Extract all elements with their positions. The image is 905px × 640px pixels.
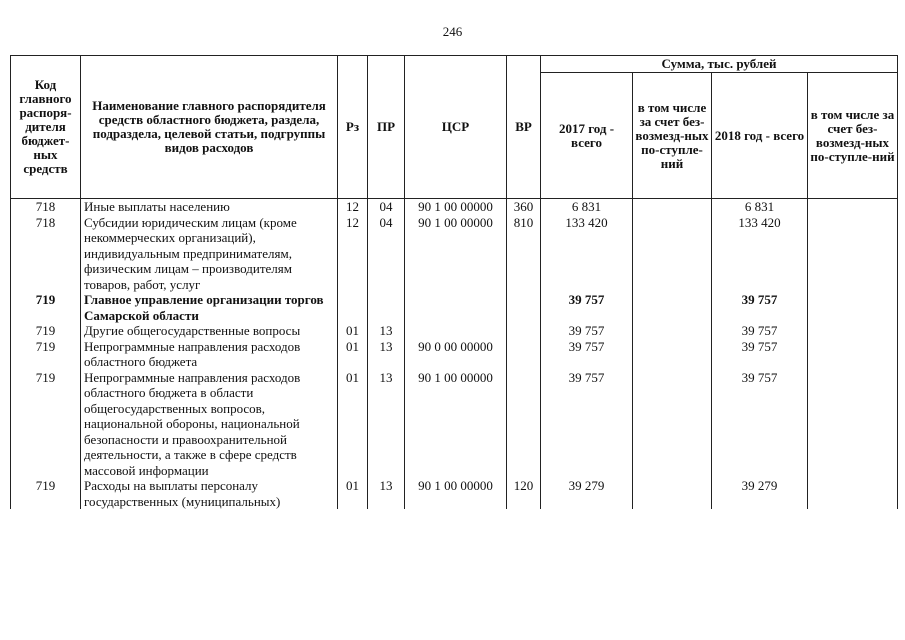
cell-incl1 <box>633 292 712 323</box>
cell-rz: 12 <box>338 199 368 215</box>
cell-name: Главное управление организации торгов Самарской области <box>81 292 338 323</box>
cell-y2017: 39 757 <box>541 370 633 479</box>
header-vr: ВР <box>507 56 541 199</box>
cell-vr: 810 <box>507 215 541 293</box>
cell-name: Непрограммные направления расходов областного бюджета в области общегосударственных вопросов, национальной обороны, национальной безопасности и правоохранительной деятельности, а также в сфере средств массовой информации <box>81 370 338 479</box>
cell-y2018: 39 757 <box>712 370 808 479</box>
cell-code: 719 <box>11 323 81 339</box>
cell-incl2 <box>808 199 898 215</box>
cell-name: Иные выплаты населению <box>81 199 338 215</box>
cell-incl2 <box>808 370 898 479</box>
cell-y2018: 6 831 <box>712 199 808 215</box>
cell-vr <box>507 323 541 339</box>
table-row <box>11 339 898 370</box>
cell-incl1 <box>633 199 712 215</box>
header-name: Наименование главного распорядителя средств областного бюджета, раздела, подраздела, целевой статьи, подгруппы видов расходов <box>81 56 338 199</box>
cell-incl2 <box>808 215 898 293</box>
cell-pr <box>368 292 405 323</box>
cell-code: 719 <box>11 478 81 509</box>
cell-y2017: 6 831 <box>541 199 633 215</box>
cell-vr: 120 <box>507 478 541 509</box>
cell-name: Расходы на выплаты персоналу государственных (муниципальных) <box>81 478 338 509</box>
cell-incl1 <box>633 339 712 370</box>
page-number: 246 <box>442 24 463 39</box>
cell-name: Непрограммные направления расходов областного бюджета <box>81 339 338 370</box>
cell-y2017: 39 757 <box>541 292 633 323</box>
header-2017-incl: в том числе за счет без-возмезд-ных по-ступле-ний <box>633 73 712 199</box>
cell-code: 719 <box>11 339 81 370</box>
cell-csr: 90 1 00 00000 <box>405 478 507 509</box>
cell-incl2 <box>808 323 898 339</box>
table-row <box>11 292 898 323</box>
cell-pr: 04 <box>368 199 405 215</box>
header-2017-total: 2017 год - всего <box>541 73 633 199</box>
cell-incl1 <box>633 370 712 479</box>
table-row <box>11 199 898 215</box>
cell-incl2 <box>808 292 898 323</box>
table-row <box>11 370 898 479</box>
cell-csr <box>405 292 507 323</box>
cell-incl2 <box>808 339 898 370</box>
cell-csr: 90 0 00 00000 <box>405 339 507 370</box>
cell-rz: 01 <box>338 339 368 370</box>
cell-code: 719 <box>11 292 81 323</box>
cell-pr: 13 <box>368 323 405 339</box>
cell-code: 719 <box>11 370 81 479</box>
table-body <box>11 199 898 510</box>
cell-csr: 90 1 00 00000 <box>405 215 507 293</box>
cell-pr: 13 <box>368 370 405 479</box>
cell-rz: 01 <box>338 370 368 479</box>
cell-incl1 <box>633 478 712 509</box>
cell-y2018: 39 757 <box>712 323 808 339</box>
cell-y2018: 39 279 <box>712 478 808 509</box>
cell-y2017: 39 757 <box>541 339 633 370</box>
header-csr: ЦСР <box>405 56 507 199</box>
cell-name: Другие общегосударственные вопросы <box>81 323 338 339</box>
header-2018-total: 2018 год - всего <box>712 73 808 199</box>
cell-y2018: 39 757 <box>712 339 808 370</box>
cell-csr: 90 1 00 00000 <box>405 199 507 215</box>
cell-pr: 04 <box>368 215 405 293</box>
cell-rz: 12 <box>338 215 368 293</box>
cell-pr: 13 <box>368 478 405 509</box>
table-row <box>11 323 898 339</box>
cell-name: Субсидии юридическим лицам (кроме некоммерческих организаций), индивидуальным предпринимателям, физическим лицам – производителям товаров, работ, услуг <box>81 215 338 293</box>
cell-incl1 <box>633 323 712 339</box>
cell-code: 718 <box>11 199 81 215</box>
cell-vr <box>507 339 541 370</box>
cell-y2017: 133 420 <box>541 215 633 293</box>
header-sum: Сумма, тыс. рублей <box>541 56 898 73</box>
cell-y2018: 39 757 <box>712 292 808 323</box>
cell-vr: 360 <box>507 199 541 215</box>
cell-vr <box>507 370 541 479</box>
table-row <box>11 478 898 509</box>
budget-table <box>10 55 898 509</box>
cell-rz: 01 <box>338 323 368 339</box>
cell-y2017: 39 757 <box>541 323 633 339</box>
table-row <box>11 215 898 293</box>
cell-y2018: 133 420 <box>712 215 808 293</box>
cell-y2017: 39 279 <box>541 478 633 509</box>
cell-incl2 <box>808 478 898 509</box>
cell-vr <box>507 292 541 323</box>
cell-code: 718 <box>11 215 81 293</box>
header-2018-incl: в том числе за счет без-возмезд-ных по-ступле-ний <box>808 73 898 199</box>
header-rz: Рз <box>338 56 368 199</box>
cell-pr: 13 <box>368 339 405 370</box>
cell-rz: 01 <box>338 478 368 509</box>
cell-rz <box>338 292 368 323</box>
cell-incl1 <box>633 215 712 293</box>
cell-csr: 90 1 00 00000 <box>405 370 507 479</box>
cell-csr <box>405 323 507 339</box>
header-pr: ПР <box>368 56 405 199</box>
header-code: Код главного распоря-дителя бюджет-ных средств <box>11 56 81 199</box>
